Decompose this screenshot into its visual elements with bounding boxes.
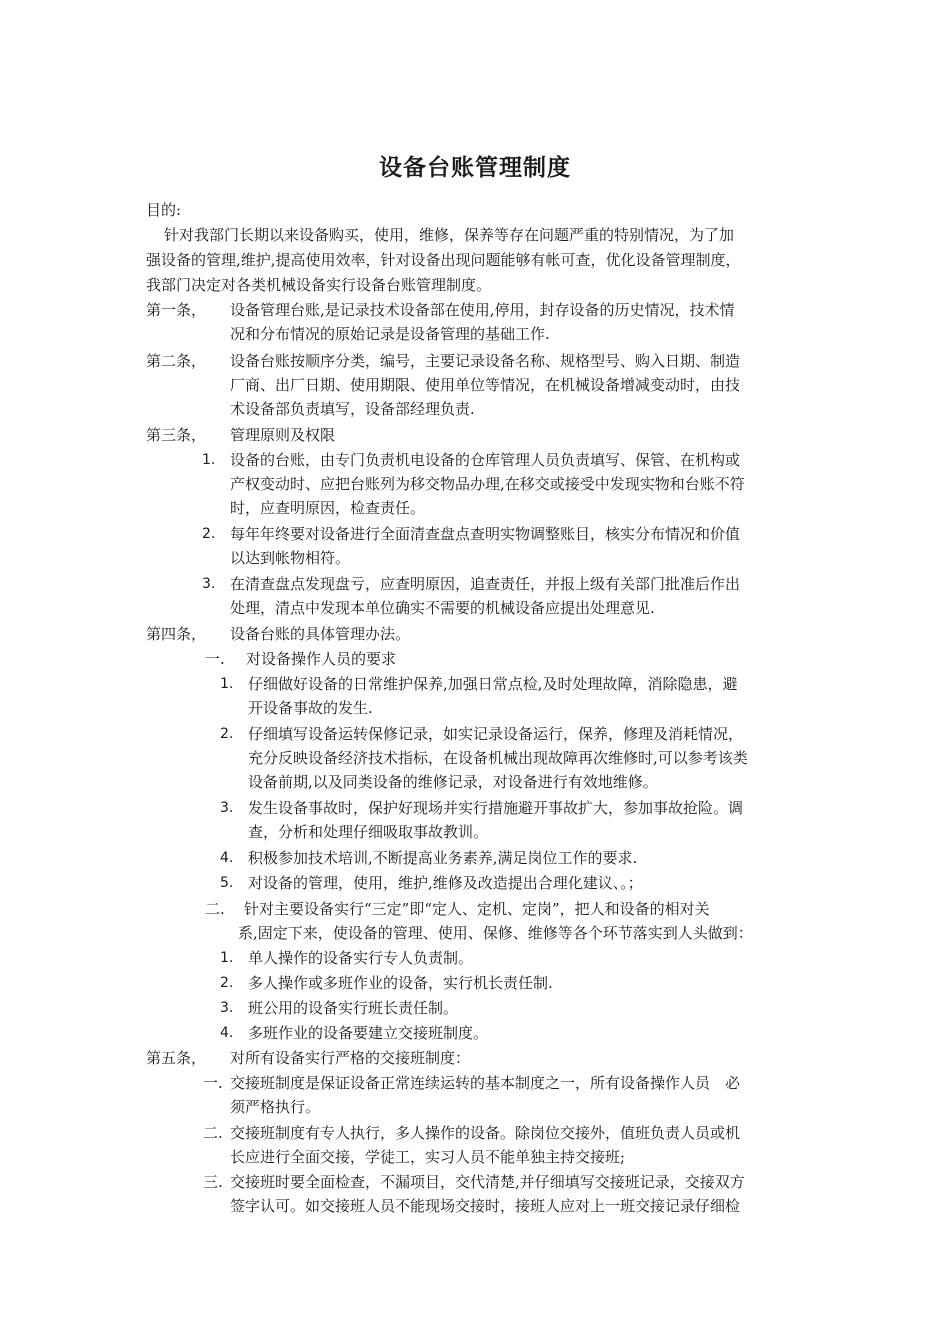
article-text: 厂商、出厂日期、使用期限、使用单位等情况，在机械设备增减变动时，由技 [230, 376, 741, 394]
list-number: 3. [202, 576, 216, 592]
article-label: 第五条， [146, 1049, 207, 1067]
intro-line: 强设备的管理,维护,提高使用效率，针对设备出现问题能够有帐可查，优化设备管理制度， [146, 251, 741, 269]
list-item-text: 仔细填写设备运转保修记录，如实记录设备运行，保养，修理及消耗情况， [248, 725, 744, 743]
article-text: 术设备部负责填写，设备部经理负责. [230, 400, 475, 418]
intro-line: 我部门决定对各类机械设备实行设备台账管理制度。 [146, 276, 492, 294]
list-item-text: 设备的台账，由专门负责机电设备的仓库管理人员负责填写、保管、在机构或 [230, 451, 741, 469]
section-text: 系,固定下来，使设备的管理、使用、保修、维修等各个环节落实到人头做到： [238, 924, 753, 942]
list-number: 1. [220, 676, 234, 692]
list-number: 5. [220, 875, 234, 891]
list-number: 3. [220, 1000, 234, 1016]
article-label: 第一条， [146, 301, 207, 319]
purpose-label: 目的: [146, 201, 182, 219]
list-number: 2. [202, 526, 216, 542]
list-number: 1. [220, 950, 234, 966]
article-label: 第四条， [146, 625, 207, 643]
article-text: 况和分布情况的原始记录是设备管理的基础工作. [230, 325, 550, 343]
list-item-text: 多人操作或多班作业的设备，实行机长责任制. [248, 974, 553, 992]
list-item-text: 多班作业的设备要建立交接班制度。 [248, 1024, 489, 1042]
list-number: 4. [220, 1025, 234, 1041]
list-item-text: 查，分析和处理仔细吸取事故教训。 [248, 823, 489, 841]
list-item-text: 交接班制度是保证设备正常连续运转的基本制度之一，所有设备操作人员 必 [230, 1074, 741, 1092]
intro-line: 针对我部门长期以来设备购买，使用，维修，保养等存在问题严重的特别情况，为了加 [164, 226, 735, 244]
list-item-text: 发生设备事故时，保护好现场并实行措施避开事故扩大，参加事故抢险。调 [248, 799, 744, 817]
list-number: 三. [203, 1173, 223, 1191]
list-item-text: 充分反映设备经济技术指标，在设备机械出现故障再次维修时,可以参考该类 [248, 749, 748, 767]
list-item-text: 单人操作的设备实行专人负责制。 [248, 949, 474, 967]
list-number: 1. [202, 452, 216, 468]
list-item-text: 班公用的设备实行班长责任制。 [248, 999, 459, 1017]
list-number: 3. [220, 800, 234, 816]
article-text: 设备管理台账,是记录技术设备部在使用,停用，封存设备的历史情况，技术情 [230, 301, 735, 319]
list-item-text: 交接班时要全面检查，不漏项目，交代清楚,并仔细填写交接班记录，交接双方 [230, 1173, 745, 1191]
section-heading: 对设备操作人员的要求 [246, 650, 397, 668]
article-text: 设备台账按顺序分类，编号，主要记录设备名称、规格型号、购入日期、制造 [230, 352, 741, 370]
list-item-text: 长应进行全面交接，学徒工，实习人员不能单独主持交接班; [230, 1148, 626, 1166]
article-heading: 设备台账的具体管理办法。 [230, 625, 411, 643]
list-item-text: 处理，清点中发现本单位确实不需要的机械设备应提出处理意见. [230, 599, 655, 617]
list-item-text: 须严格执行。 [230, 1098, 321, 1116]
article-label: 第二条， [146, 352, 207, 370]
list-item-text: 时，应查明原因，检查责任。 [230, 499, 426, 517]
list-item-text: 设备前期,以及同类设备的维修记录，对设备进行有效地维修。 [248, 773, 658, 791]
article-label: 第三条， [146, 426, 207, 444]
article-heading: 对所有设备实行严格的交接班制度： [230, 1049, 471, 1067]
article-heading: 管理原则及权限 [230, 426, 336, 444]
list-item-text: 积极参加技术培训,不断提高业务素养,满足岗位工作的要求. [248, 849, 638, 867]
list-item-text: 对设备的管理，使用，维护,维修及改造提出合理化建议、。； [248, 874, 643, 892]
section-text: 针对主要设备实行“三定”即“定人、定机、定岗”，把人和设备的相对关 [244, 900, 710, 918]
list-number: 2. [220, 726, 234, 742]
list-item-text: 以达到帐物相符。 [230, 549, 351, 567]
list-item-text: 在清查盘点发现盘亏，应查明原因，追查责任，并报上级有关部门批准后作出 [230, 575, 741, 593]
section-number: 一. [205, 650, 225, 668]
list-number: 一. [203, 1074, 223, 1092]
list-number: 二. [203, 1124, 223, 1142]
list-number: 4. [220, 850, 234, 866]
section-number: 二. [205, 900, 225, 918]
list-item-text: 交接班制度有专人执行，多人操作的设备。除岗位交接外，值班负责人员或机 [230, 1124, 741, 1142]
list-item-text: 每年年终要对设备进行全面清查盘点查明实物调整账目，核实分布情况和价值 [230, 525, 741, 543]
document-title: 设备台账管理制度 [379, 155, 571, 181]
list-item-text: 仔细做好设备的日常维护保养,加强日常点检,及时处理故障，消除隐患，避 [248, 675, 738, 693]
list-item-text: 开设备事故的发生. [248, 699, 373, 717]
list-item-text: 签字认可。如交接班人员不能现场交接时，接班人应对上一班交接记录仔细检 [230, 1197, 741, 1215]
list-item-text: 产权变动时、应把台账列为移交物品办理,在移交或接受中发现实物和台账不符 [230, 475, 745, 493]
list-number: 2. [220, 975, 234, 991]
